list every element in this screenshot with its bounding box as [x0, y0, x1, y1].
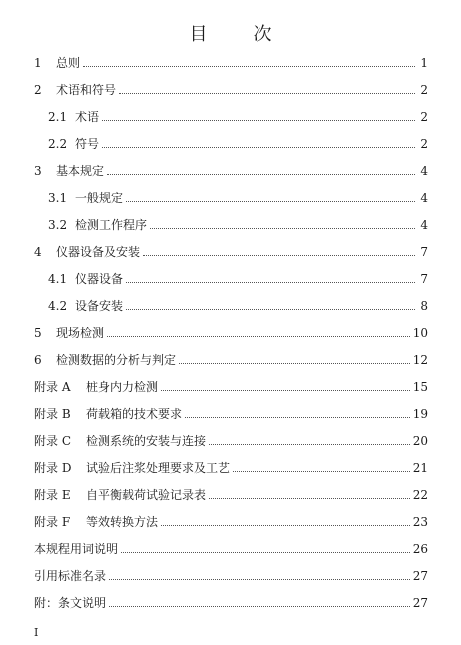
toc-number: 附录 C	[34, 434, 71, 448]
dot-leader	[161, 390, 410, 391]
toc-label: 等效转换方法	[86, 515, 159, 529]
toc-label: 仪器设备	[75, 272, 124, 286]
toc-entry-appendix-c[interactable]	[34, 430, 428, 448]
dot-leader	[143, 255, 415, 256]
toc-label: 引用标准名录	[34, 569, 107, 583]
dot-leader	[126, 201, 415, 202]
toc-page: 4	[420, 191, 428, 205]
toc-page: 27	[412, 569, 428, 583]
toc-number: 6	[34, 353, 42, 367]
dot-leader	[209, 444, 410, 445]
toc-page: 22	[412, 488, 428, 502]
toc-label: 设备安装	[75, 299, 124, 313]
toc-entry-3-1[interactable]	[48, 187, 428, 205]
toc-page: 26	[412, 542, 428, 556]
toc-number: 2.2	[48, 137, 68, 151]
toc-title: 目 次	[189, 24, 286, 45]
toc-label: 总则	[56, 56, 81, 70]
toc-page: 12	[412, 353, 428, 367]
dot-leader	[109, 606, 410, 607]
toc-label: 试验后注浆处理要求及工艺	[86, 461, 231, 475]
toc-number: 附录 B	[34, 407, 71, 421]
toc-entry-terms-explanation[interactable]	[34, 538, 428, 556]
dot-leader	[121, 552, 410, 553]
toc-page: 1	[420, 56, 428, 70]
toc-page: 2	[420, 110, 428, 124]
toc-number: 附录 F	[34, 515, 71, 529]
toc-page: 2	[420, 83, 428, 97]
dot-leader	[209, 498, 410, 499]
toc-entry-3-2[interactable]	[48, 214, 428, 232]
toc-entry-2-1[interactable]	[48, 106, 428, 124]
toc-number: 3	[34, 164, 42, 178]
toc-label: 检测系统的安装与连接	[86, 434, 207, 448]
toc-entry-clause-explanation[interactable]	[34, 592, 428, 610]
toc-label: 自平衡载荷试验记录表	[86, 488, 207, 502]
toc-entry-3[interactable]	[34, 160, 428, 178]
toc-label: 检测工作程序	[75, 218, 148, 232]
toc-label: 符号	[75, 137, 100, 151]
toc-page: 8	[420, 299, 428, 313]
dot-leader	[109, 579, 410, 580]
toc-number: 1	[34, 56, 42, 70]
dot-leader	[150, 228, 415, 229]
toc-entry-appendix-f[interactable]	[34, 511, 428, 529]
toc-page: 23	[412, 515, 428, 529]
toc-number: 5	[34, 326, 42, 340]
dot-leader	[102, 147, 415, 148]
toc-page: 4	[420, 218, 428, 232]
toc-label: 术语和符号	[56, 83, 117, 97]
toc-number: 3.1	[48, 191, 68, 205]
toc-entry-2[interactable]	[34, 79, 428, 97]
toc-label: 检测数据的分析与判定	[56, 353, 177, 367]
dot-leader	[179, 363, 410, 364]
toc-label: 仪器设备及安装	[56, 245, 141, 259]
dot-leader	[119, 93, 415, 94]
toc-page: 7	[420, 245, 428, 259]
dot-leader	[233, 471, 410, 472]
page-number-roman: I	[34, 626, 39, 639]
dot-leader	[102, 120, 415, 121]
toc-number: 4.1	[48, 272, 68, 286]
toc-page: 27	[412, 596, 428, 610]
toc-entry-4-2[interactable]	[48, 295, 428, 313]
toc-page: 4	[420, 164, 428, 178]
dot-leader	[161, 525, 410, 526]
toc-label: 附：条文说明	[34, 596, 107, 610]
toc-entry-appendix-a[interactable]	[34, 376, 428, 394]
dot-leader	[185, 417, 410, 418]
toc-label: 本规程用词说明	[34, 542, 119, 556]
toc-page: 10	[412, 326, 428, 340]
dot-leader	[126, 309, 415, 310]
toc-number: 2.1	[48, 110, 68, 124]
toc-page: 7	[420, 272, 428, 286]
toc-entry-4-1[interactable]	[48, 268, 428, 286]
toc-number: 附录 D	[34, 461, 72, 475]
toc-number: 4.2	[48, 299, 68, 313]
toc-label: 现场检测	[56, 326, 105, 340]
toc-entry-6[interactable]	[34, 349, 428, 367]
toc-label: 桩身内力检测	[86, 380, 159, 394]
toc-number: 附录 A	[34, 380, 71, 394]
toc-page: 19	[412, 407, 428, 421]
toc-label: 术语	[75, 110, 100, 124]
toc-entry-appendix-d[interactable]	[34, 457, 428, 475]
dot-leader	[107, 174, 415, 175]
dot-leader	[107, 336, 410, 337]
toc-number: 3.2	[48, 218, 68, 232]
toc-page: 21	[412, 461, 428, 475]
toc-number: 附录 E	[34, 488, 71, 502]
toc-entry-referenced-standards[interactable]	[34, 565, 428, 583]
toc-entry-appendix-e[interactable]	[34, 484, 428, 502]
toc-entry-5[interactable]	[34, 322, 428, 340]
toc-label: 荷载箱的技术要求	[86, 407, 183, 421]
toc-label: 基本规定	[56, 164, 105, 178]
toc-entry-1[interactable]	[34, 52, 428, 70]
toc-label: 一般规定	[75, 191, 124, 205]
toc-number: 2	[34, 83, 42, 97]
toc-page: 15	[412, 380, 428, 394]
dot-leader	[126, 282, 415, 283]
toc-number: 4	[34, 245, 42, 259]
toc-entry-2-2[interactable]	[48, 133, 428, 151]
toc-entry-appendix-b[interactable]	[34, 403, 428, 421]
dot-leader	[83, 66, 415, 67]
toc-page: 20	[412, 434, 428, 448]
toc-entry-4[interactable]	[34, 241, 428, 259]
toc-page: 2	[420, 137, 428, 151]
